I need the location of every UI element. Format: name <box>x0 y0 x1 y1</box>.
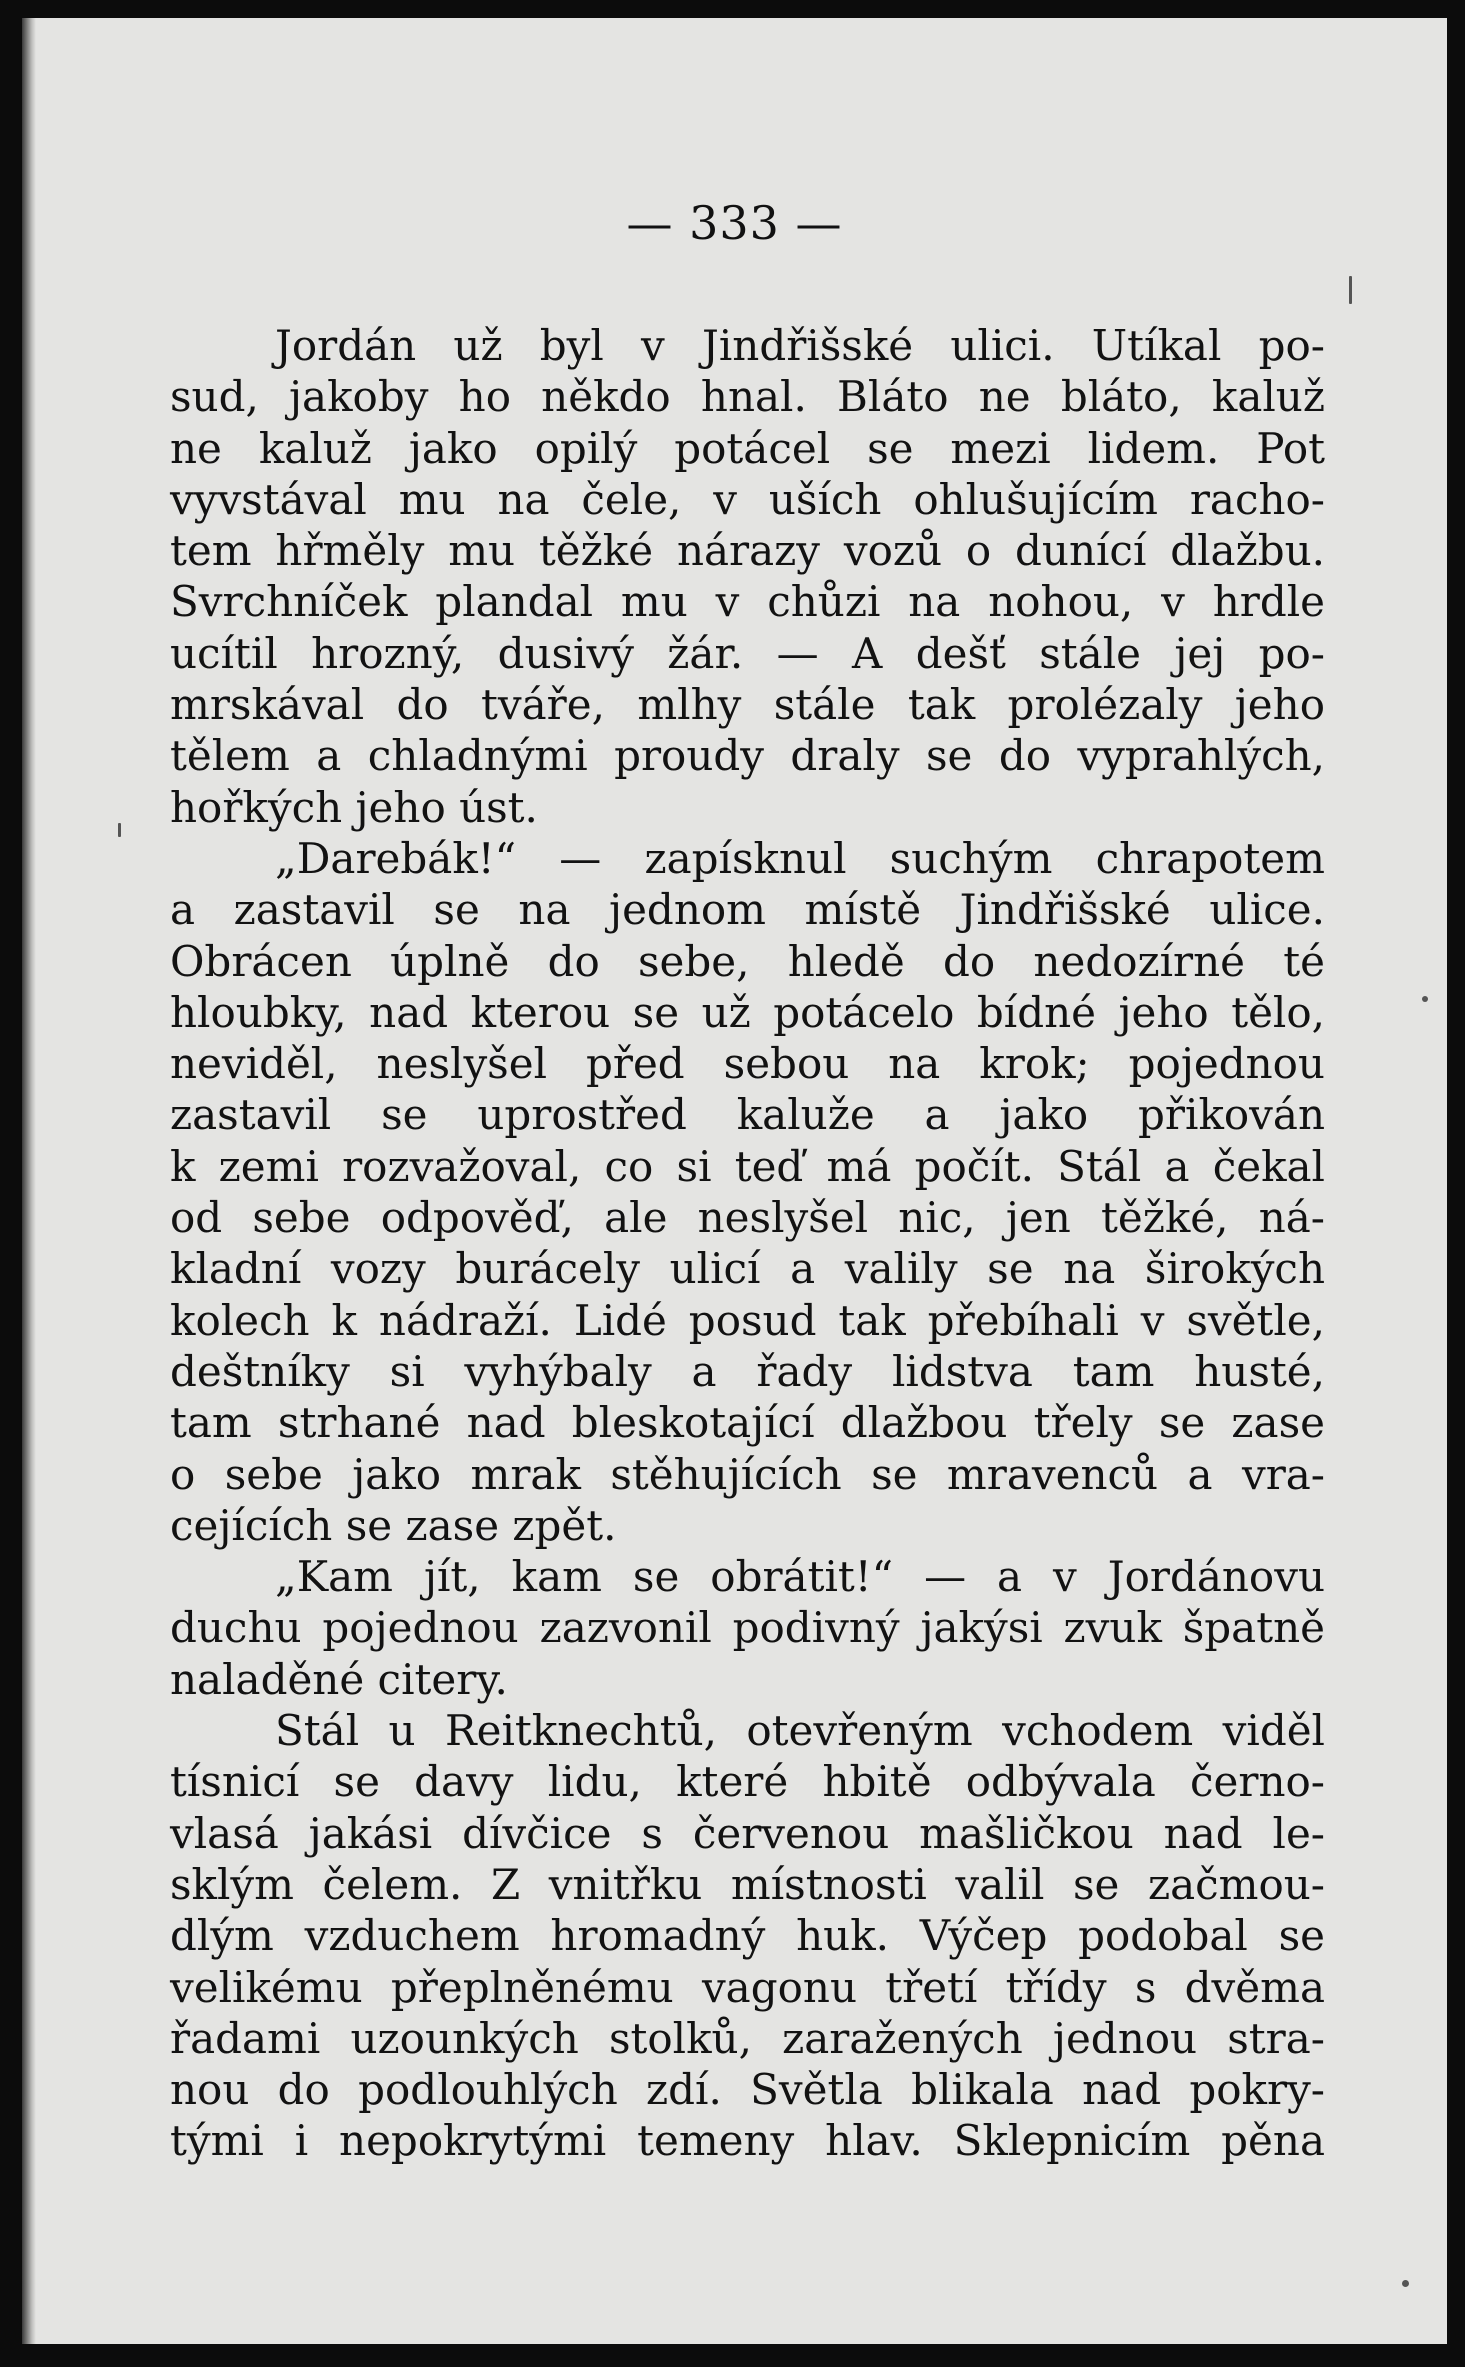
text-line: sud, jakoby ho někdo hnal. Bláto ne bláto, kaluž <box>170 372 1325 422</box>
text-line: „Kam jít, kam se obrátit!“ — a v Jordánovu <box>275 1552 1325 1602</box>
text-line: od sebe odpověď, ale neslyšel nic, jen těžké, ná- <box>170 1193 1325 1243</box>
text-line: „Darebák!“ — zapísknul suchým chrapotem <box>275 833 1325 883</box>
text-line: sklým čelem. Z vnitřku místnosti valil se začmou- <box>170 1859 1325 1909</box>
text-line: tělem a chladnými proudy draly se do vyprahlých, <box>170 731 1325 781</box>
print-speck <box>118 823 121 837</box>
page-spine-shadow <box>22 18 36 2344</box>
page-number: — 333 — <box>626 196 843 250</box>
text-line: tam strhané nad bleskotající dlažbou třely se zase <box>170 1398 1325 1448</box>
text-line: ucítil hrozný, dusivý žár. — A dešť stále jej po- <box>170 628 1325 678</box>
text-line: duchu pojednou zazvonil podivný jakýsi zvuk špatně <box>170 1603 1325 1653</box>
text-line: tísnicí se davy lidu, které hbitě odbývala černo- <box>170 1757 1325 1807</box>
text-line: Svrchníček plandal mu v chůzi na nohou, v hrdle <box>170 577 1325 627</box>
book-page <box>22 18 1447 2344</box>
text-line: hloubky, nad kterou se už potácelo bídné jeho tělo, <box>170 987 1325 1037</box>
text-line: Obrácen úplně do sebe, hledě do nedozírné té <box>170 936 1325 986</box>
print-speck <box>1422 996 1428 1002</box>
text-line: vyvstával mu na čele, v uších ohlušujícím racho- <box>170 474 1325 524</box>
text-line: kladní vozy burácely ulicí a valily se na širokých <box>170 1244 1325 1294</box>
text-line: zastavil se uprostřed kaluže a jako přikován <box>170 1090 1325 1140</box>
text-line: tými i nepokrytými temeny hlav. Sklepnicím pěna <box>170 2116 1325 2166</box>
text-line: mrskával do tváře, mlhy stále tak prolézaly jeho <box>170 680 1325 730</box>
text-line: deštníky si vyhýbaly a řady lidstva tam husté, <box>170 1346 1325 1396</box>
text-line: o sebe jako mrak stěhujících se mravenců a vra- <box>170 1449 1325 1499</box>
text-line: kolech k nádraží. Lidé posud tak přebíhali v světle, <box>170 1295 1325 1345</box>
text-line: naladěné citery. <box>170 1654 508 1704</box>
text-line: neviděl, neslyšel před sebou na krok; pojednou <box>170 1039 1325 1089</box>
print-speck <box>1349 276 1352 304</box>
text-line: hořkých jeho úst. <box>170 782 538 832</box>
body-text <box>170 320 1325 2167</box>
text-line: k zemi rozvažoval, co si teď má počít. Stál a čekal <box>170 1141 1325 1191</box>
text-line: tem hřměly mu těžké nárazy vozů o dunící dlažbu. <box>170 526 1325 576</box>
text-line: dlým vzduchem hromadný huk. Výčep podobal se <box>170 1911 1325 1961</box>
text-line: nou do podlouhlých zdí. Světla blikala nad pokry- <box>170 2065 1325 2115</box>
text-line: velikému přeplněnému vagonu třetí třídy s dvěma <box>170 1962 1325 2012</box>
text-line: cejících se zase zpět. <box>170 1500 617 1550</box>
text-line: a zastavil se na jednom místě Jindřišské ulice. <box>170 885 1325 935</box>
text-line: Jordán už byl v Jindřišské ulici. Utíkal po- <box>275 321 1325 370</box>
print-speck <box>1402 2280 1409 2287</box>
text-line: Stál u Reitknechtů, otevřeným vchodem viděl <box>275 1706 1325 1756</box>
text-line: řadami uzounkých stolků, zaražených jednou stra- <box>170 2013 1325 2063</box>
text-line: vlasá jakási dívčice s červenou mašličkou nad le- <box>170 1808 1325 1858</box>
text-line: ne kaluž jako opilý potácel se mezi lidem. Pot <box>170 423 1325 473</box>
